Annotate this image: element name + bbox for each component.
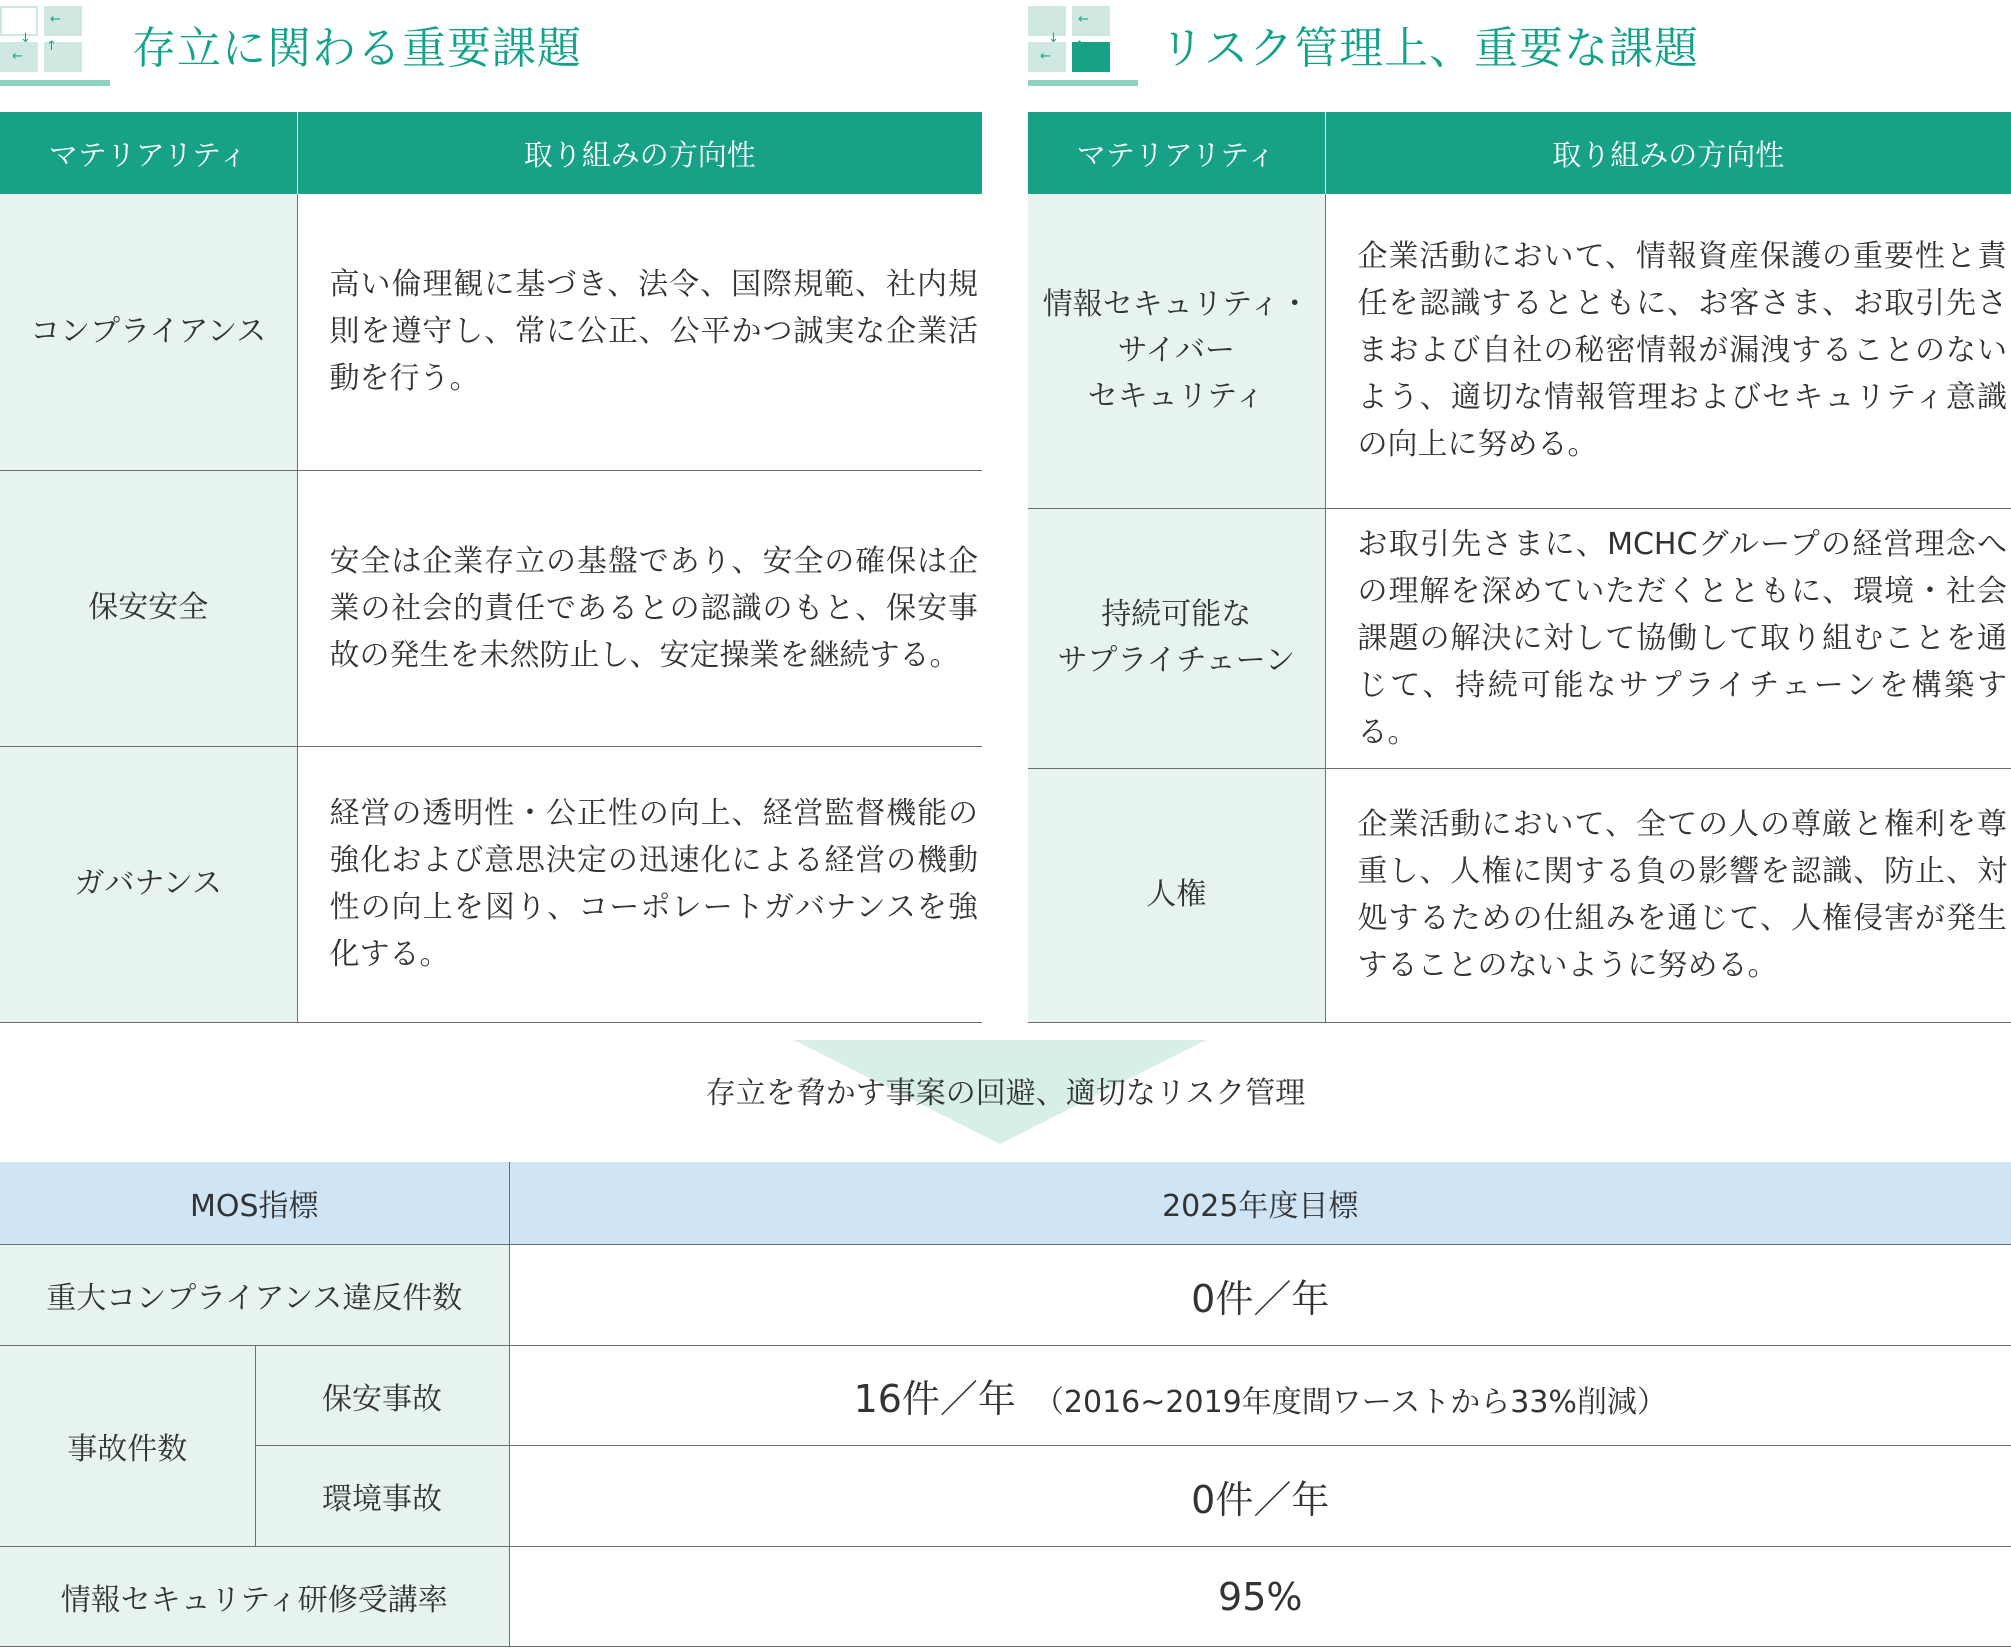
env-accident-value: 0件／年 bbox=[509, 1446, 2011, 1547]
direction-cell: 企業活動において、全ての人の尊厳と権利を尊重し、人権に関する負の影響を認識、防止、対処するための仕組みを通じて、人権侵害が発生することのないように努める。 bbox=[1325, 768, 2011, 1022]
header-direction: 取り組みの方向性 bbox=[297, 112, 982, 194]
table-row bbox=[0, 470, 982, 746]
safety-accident-cell bbox=[509, 1346, 2011, 1446]
accident-count-label: 事故件数 bbox=[0, 1346, 255, 1547]
materiality-cell: 人権 bbox=[1028, 768, 1325, 1022]
title-underline bbox=[1028, 80, 1138, 86]
direction-cell: 安全は企業存立の基盤であり、安全の確保は企業の社会的責任であるとの認識のもと、保安事故の発生を未然防止し、安定操業を継続する。 bbox=[297, 470, 982, 746]
left-materiality-table bbox=[0, 112, 982, 1023]
table-row bbox=[0, 194, 982, 470]
table-row bbox=[0, 1245, 2011, 1346]
grid-arrows-icon: ← ↓ ← ↑ bbox=[1028, 6, 1112, 74]
materiality-cell: 持続可能な サプライチェーン bbox=[1028, 508, 1325, 768]
table-row bbox=[0, 1547, 2011, 1647]
table-header-row bbox=[1028, 112, 2011, 194]
left-section bbox=[0, 0, 982, 972]
header-direction: 取り組みの方向性 bbox=[1325, 112, 2011, 194]
grid-arrows-icon: ← ↓ ← ↑ bbox=[0, 6, 84, 74]
right-section-title: リスク管理上、重要な課題 bbox=[1160, 23, 1700, 74]
header-mos-indicator: MOS指標 bbox=[0, 1162, 509, 1245]
direction-cell: 高い倫理観に基づき、法令、国際規範、社内規則を遵守し、常に公正、公平かつ誠実な企業活動を行う。 bbox=[297, 194, 982, 470]
infosec-training-value: 95% bbox=[509, 1547, 2011, 1647]
table-row bbox=[1028, 508, 2011, 768]
direction-cell: 経営の透明性・公正性の向上、経営監督機能の強化および意思決定の迅速化による経営の機動性の向上を図り、コーポレートガバナンスを強化する。 bbox=[297, 746, 982, 1022]
compliance-violation-label: 重大コンプライアンス違反件数 bbox=[0, 1245, 509, 1346]
table-row bbox=[0, 1346, 2011, 1446]
materiality-cell: 情報セキュリティ・ サイバー セキュリティ bbox=[1028, 194, 1325, 508]
safety-accident-label: 保安事故 bbox=[255, 1346, 509, 1446]
materiality-cell: 保安安全 bbox=[0, 470, 297, 746]
left-section-header bbox=[0, 0, 982, 92]
direction-cell: 企業活動において、情報資産保護の重要性と責任を認識するとともに、お客さま、お取引先さまおよび自社の秘密情報が漏洩することのないよう、適切な情報管理およびセキュリティ意識の向上に努める。 bbox=[1325, 194, 2011, 508]
right-section bbox=[1028, 0, 2011, 983]
env-accident-label: 環境事故 bbox=[255, 1446, 509, 1547]
arrow-caption: 存立を脅かす事案の回避、適切なリスク管理 bbox=[705, 1076, 1306, 1111]
table-row bbox=[0, 1446, 2011, 1547]
table-header-row bbox=[0, 112, 982, 194]
mos-table bbox=[0, 1162, 2011, 1647]
header-materiality: マテリアリティ bbox=[1028, 112, 1325, 194]
direction-cell: お取引先さまに、MCHCグループの経営理念への理解を深めていただくとともに、環境・社会課題の解決に対して協働して取り組むことを通じて、持続可能なサプライチェーンを構築する。 bbox=[1325, 508, 2011, 768]
safety-accident-note: （2016~2019年度間ワーストから33%削減） bbox=[1033, 1385, 1667, 1420]
table-row bbox=[1028, 194, 2011, 508]
header-materiality: マテリアリティ bbox=[0, 112, 297, 194]
mos-header-row bbox=[0, 1162, 2011, 1245]
materiality-cell: コンプライアンス bbox=[0, 194, 297, 470]
left-section-title: 存立に関わる重要課題 bbox=[132, 23, 582, 74]
table-row bbox=[0, 746, 982, 1022]
infosec-training-label: 情報セキュリティ研修受講率 bbox=[0, 1547, 509, 1647]
right-section-header bbox=[1028, 0, 2011, 92]
title-underline bbox=[0, 80, 110, 86]
right-materiality-table bbox=[1028, 112, 2011, 1023]
materiality-cell: ガバナンス bbox=[0, 746, 297, 1022]
safety-accident-value: 16件／年 bbox=[853, 1377, 1016, 1421]
header-2025-target: 2025年度目標 bbox=[509, 1162, 2011, 1245]
table-row bbox=[1028, 768, 2011, 1022]
compliance-violation-value: 0件／年 bbox=[509, 1245, 2011, 1346]
